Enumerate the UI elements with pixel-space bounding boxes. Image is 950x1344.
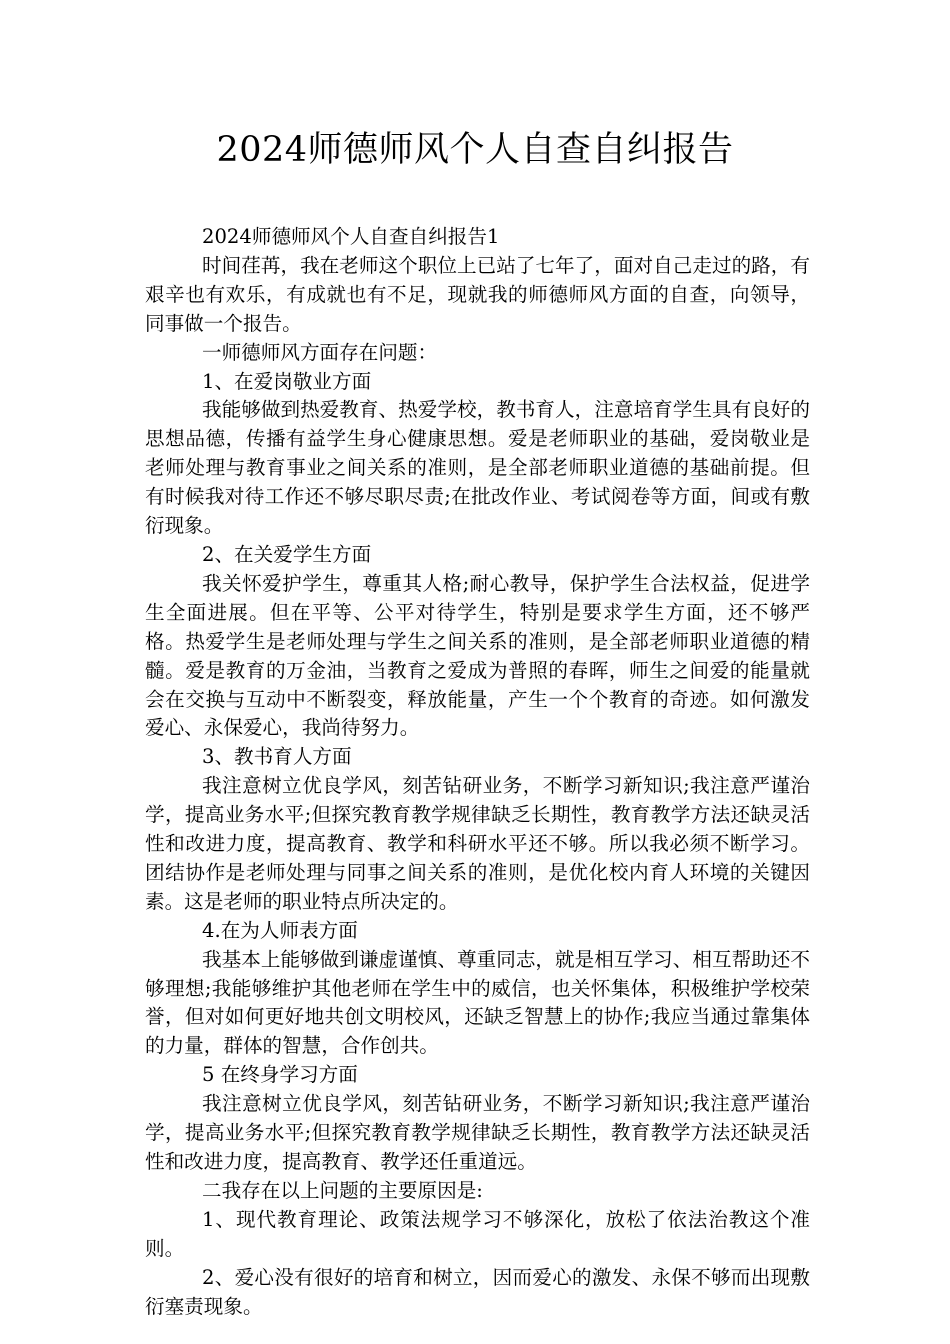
intro-paragraph: 时间荏苒，我在老师这个职位上已站了七年了，面对自己走过的路，有艰辛也有欢乐，有成就也有不足，现就我的师德师风方面的自查，向领导，同事做一个报告。 <box>145 253 810 335</box>
section-heading-problems: 一师德师风方面存在问题： <box>202 340 438 364</box>
item-paragraph-4: 我基本上能够做到谦虚谨慎、尊重同志，就是相互学习、相互帮助还不够理想;我能够维护其他老师在学生中的威信，也关怀集体，积极维护学校荣誉，但对如何更好地共创文明校风，还缺乏智慧上的协作;我应当通过靠集体的力量，群体的智慧，合作创共。 <box>145 947 810 1058</box>
item-heading-5: 5 在终身学习方面 <box>202 1063 358 1087</box>
item-paragraph-3: 我注意树立优良学风，刻苦钻研业务，不断学习新知识;我注意严谨治学，提高业务水平;但探究教育教学规律缺乏长期性，教育教学方法还缺灵活性和改进力度，提高教育、教学和科研水平还不够。所以我必须不断学习。团结协作是老师处理与同事之间关系的准则，是优化校内育人环境的关键因素。这是老师的职业特点所决定的。 <box>145 774 810 913</box>
subtitle-paragraph: 2024师德师风个人自查自纠报告1 <box>202 225 500 248</box>
section-heading-causes: 二我存在以上问题的主要原因是: <box>202 1178 483 1202</box>
item-heading-2: 2、在关爱学生方面 <box>202 542 372 566</box>
item-heading-4: 4.在为人师表方面 <box>202 918 358 942</box>
document-body <box>145 223 810 1321</box>
document-title: 2024师德师风个人自查自纠报告 <box>216 130 734 170</box>
item-heading-1: 1、在爱岗敬业方面 <box>202 369 372 393</box>
cause-paragraph-2: 2、爱心没有很好的培育和树立，因而爱心的激发、永保不够而出现敷衍塞责现象。 <box>145 1265 810 1318</box>
item-heading-3: 3、教书育人方面 <box>202 745 352 769</box>
cause-paragraph-1: 1、现代教育理论、政策法规学习不够深化，放松了依法治教这个准则。 <box>145 1207 810 1260</box>
item-paragraph-1: 我能够做到热爱教育、热爱学校，教书育人，注意培育学生具有良好的思想品德，传播有益学生身心健康思想。爱是老师职业的基础，爱岗敬业是老师处理与教育事业之间关系的准则，是全部老师职业道德的基础前提。但有时候我对待工作还不够尽职尽责;在批改作业、考试阅卷等方面，间或有敷衍现象。 <box>145 398 810 538</box>
item-paragraph-5: 我注意树立优良学风，刻苦钻研业务，不断学习新知识;我注意严谨治学，提高业务水平;但探究教育教学规律缺乏长期性，教育教学方法还缺灵活性和改进力度，提高教育、教学还任重道远。 <box>145 1092 810 1173</box>
item-paragraph-2: 我关怀爱护学生，尊重其人格;耐心教导，保护学生合法权益，促进学生全面进展。但在平等、公平对待学生，特别是要求学生方面，还不够严格。热爱学生是老师处理与学生之间关系的准则，是全部老师职业道德的精髓。爱是教育的万金油，当教育之爱成为普照的春晖，师生之间爱的能量就会在交换与互动中不断裂变，释放能量，产生一个个教育的奇迹。如何激发爱心、永保爱心，我尚待努力。 <box>145 571 810 740</box>
